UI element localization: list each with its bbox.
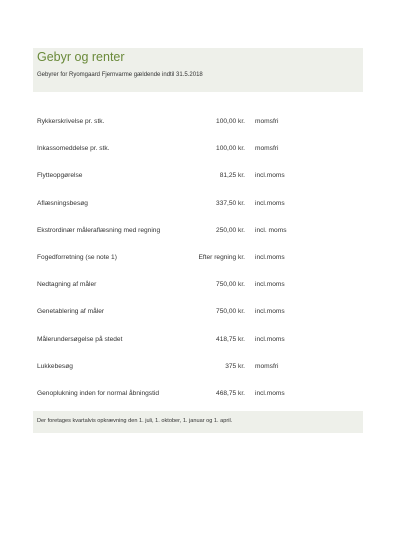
- fee-name: Aflæsningsbesøg: [37, 199, 88, 207]
- fee-vat: momsfri: [255, 362, 279, 370]
- fee-name: Inkassomeddelse pr. stk.: [37, 145, 110, 153]
- table-row: [33, 110, 363, 137]
- fee-price: 250,00 kr.: [216, 226, 245, 234]
- table-row: [33, 246, 363, 273]
- page-title: Gebyr og renter: [37, 50, 125, 64]
- table-row: [33, 300, 363, 327]
- fee-price: 100,00 kr.: [216, 118, 245, 125]
- fee-vat: incl.moms: [255, 172, 285, 180]
- fee-name: Målerundersøgelse på stedet: [37, 335, 123, 343]
- fee-vat: momsfri: [255, 118, 279, 125]
- fee-name: Ekstrordinær måleraflæsning med regning: [37, 226, 161, 234]
- table-row: [33, 328, 363, 355]
- fee-name: Nedtagning af måler: [37, 281, 97, 289]
- fee-vat: incl.moms: [255, 199, 285, 207]
- table-row: [33, 137, 363, 164]
- fee-price: 81,25 kr.: [219, 172, 245, 180]
- fee-price: 750,00 kr.: [216, 308, 245, 316]
- fee-price: 100,00 kr.: [216, 145, 245, 153]
- fee-table: [33, 110, 363, 409]
- table-row: [33, 355, 363, 382]
- table-row: [33, 219, 363, 246]
- page-subtitle: Gebyrer for Ryomgaard Fjernvarme gældende indtil 31.5.2018: [37, 72, 203, 78]
- fee-vat: momsfri: [255, 145, 279, 153]
- fee-name: Flytteopgørelse: [37, 172, 83, 180]
- fee-price: 418,75 kr.: [216, 335, 245, 343]
- fee-price: Efter regning kr.: [198, 253, 245, 261]
- fee-vat: incl.moms: [255, 389, 285, 397]
- fee-price: 337,50 kr.: [216, 199, 245, 207]
- table-row: [33, 273, 363, 300]
- footer-band: [33, 411, 363, 433]
- fee-name: Fogedforretning (se note 1): [37, 253, 117, 261]
- fee-vat: incl.moms: [255, 253, 285, 261]
- fee-name: Genetablering af måler: [37, 308, 105, 316]
- fee-price: 468,75 kr.: [216, 389, 245, 397]
- fee-price: 750,00 kr.: [216, 281, 245, 289]
- footer-note: Der foretages kvartalvis opkrævning den 1. juli, 1. oktober, 1. januar og 1. april.: [37, 418, 233, 425]
- fee-vat: incl. moms: [255, 226, 287, 234]
- fee-vat: incl.moms: [255, 335, 285, 343]
- header-band: [33, 48, 363, 92]
- fee-name: Lukkebesøg: [37, 362, 73, 370]
- fee-name: Rykkerskrivelse pr. stk.: [37, 118, 105, 125]
- table-row: [33, 164, 363, 191]
- fee-price: 375 kr.: [225, 362, 245, 370]
- table-row: [33, 382, 363, 409]
- document-page: [33, 48, 363, 433]
- fee-vat: incl.moms: [255, 281, 285, 289]
- fee-vat: incl.moms: [255, 308, 285, 316]
- fee-name: Genoplukning inden for normal åbningstid: [37, 389, 160, 397]
- table-row: [33, 192, 363, 219]
